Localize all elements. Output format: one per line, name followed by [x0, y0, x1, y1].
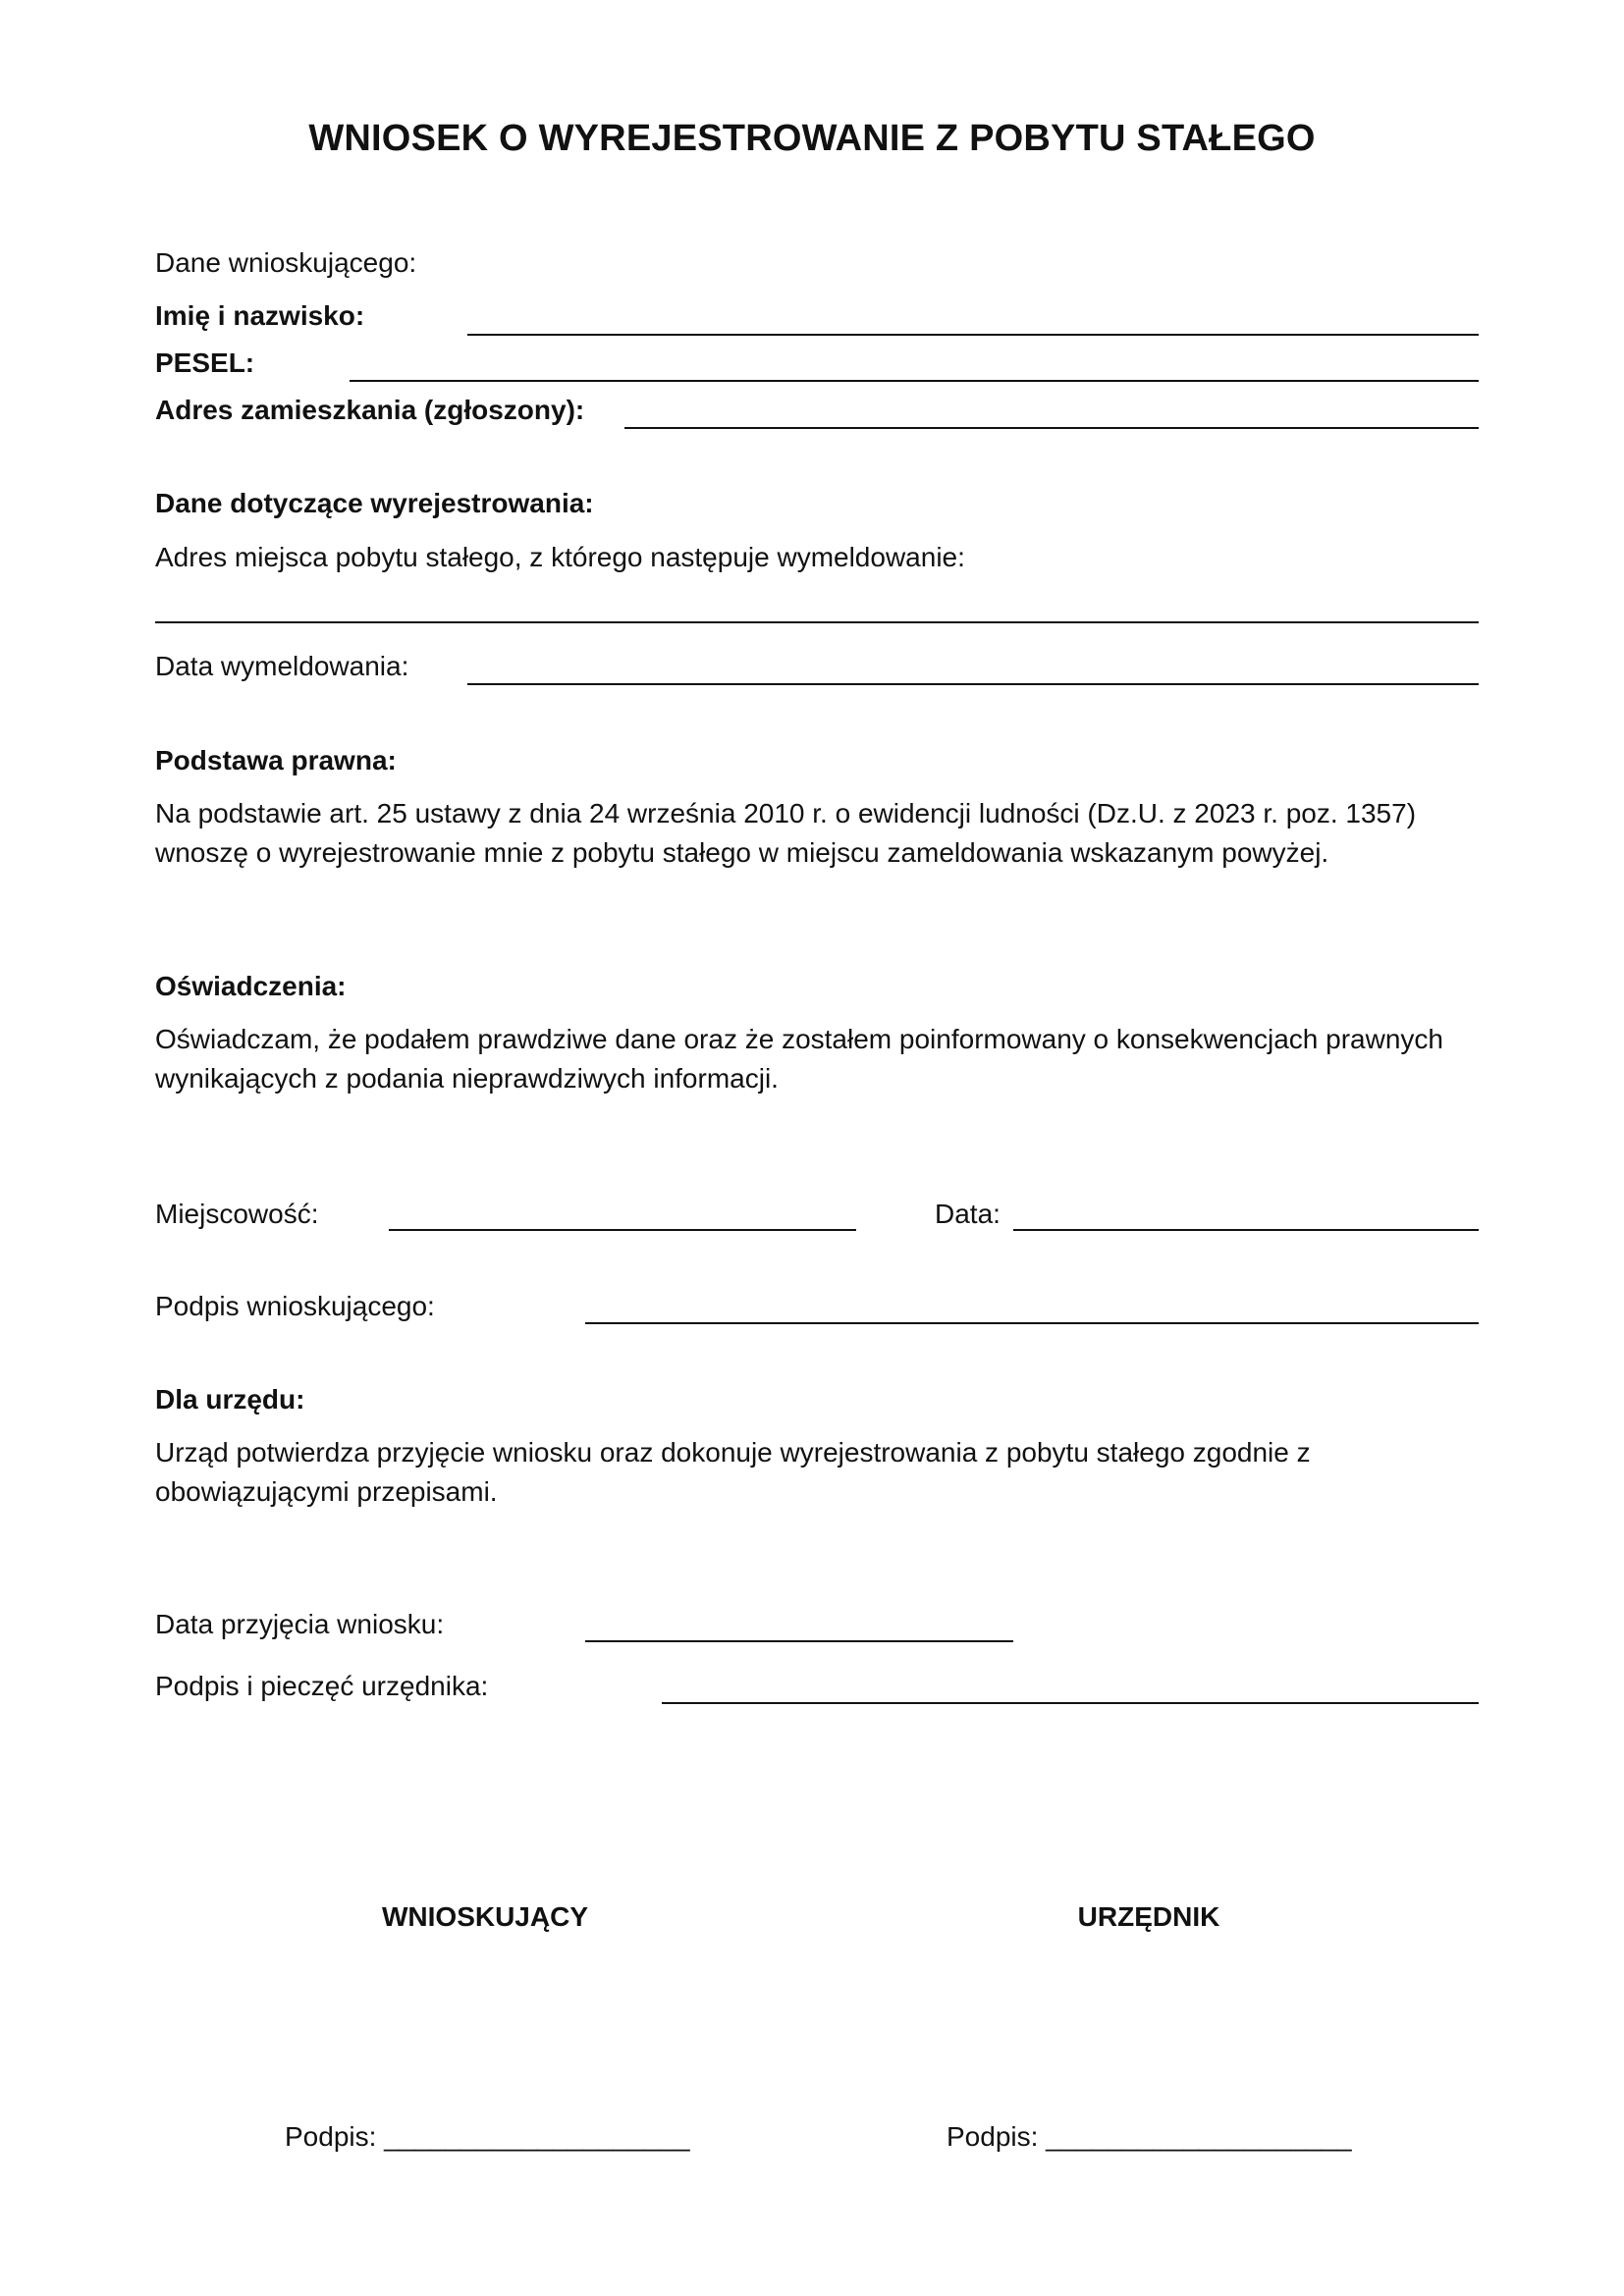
- pesel-field-line[interactable]: [350, 380, 1479, 382]
- place-label: Miejscowość:: [155, 1199, 319, 1229]
- statements-heading: Oświadczenia:: [155, 971, 347, 1001]
- clerk-signature-label: Podpis i pieczęć urzędnika:: [155, 1671, 489, 1701]
- statements-line-2: wynikających z podania nieprawdziwych informacji.: [155, 1063, 779, 1094]
- applicant-heading: Dane wnioskującego:: [155, 247, 417, 278]
- deregistration-heading: Dane dotyczące wyrejestrowania:: [155, 488, 594, 518]
- date-label: Data:: [935, 1199, 1001, 1229]
- applicant-footer-heading: WNIOSKUJĄCY: [381, 1901, 588, 1932]
- clerk-footer-heading: URZĘDNIK: [1077, 1901, 1220, 1932]
- name-label: Imię i nazwisko:: [155, 300, 365, 331]
- office-line-2: obowiązującymi przepisami.: [155, 1476, 498, 1507]
- legal-basis-text: [155, 794, 1481, 873]
- address-label: Adres zamieszkania (zgłoszony):: [155, 395, 585, 425]
- document-title: WNIOSEK O WYREJESTROWANIE Z POBYTU STAŁEGO: [308, 118, 1316, 159]
- office-text: [155, 1433, 1481, 1512]
- pesel-label: PESEL:: [155, 347, 255, 378]
- applicant-signature-label: Podpis wnioskującego:: [155, 1291, 435, 1321]
- deregistration-date-line[interactable]: [467, 683, 1479, 685]
- statements-text: [155, 1020, 1481, 1098]
- legal-basis-line-2: wnoszę o wyrejestrowanie mnie z pobytu stałego w miejscu zameldowania wskazanym powyżej.: [155, 837, 1329, 868]
- deregistration-address-prompt: Adres miejsca pobytu stałego, z którego następuje wymeldowanie:: [155, 542, 965, 572]
- legal-basis-line-1: Na podstawie art. 25 ustawy z dnia 24 września 2010 r. o ewidencji ludności (Dz.U. z 2023 r. poz. 1357): [155, 798, 1417, 828]
- receipt-date-label: Data przyjęcia wniosku:: [155, 1609, 445, 1639]
- place-field-line[interactable]: [389, 1229, 856, 1231]
- office-line-1: Urząd potwierdza przyjęcie wniosku oraz dokonuje wyrejestrowania z pobytu stałego zgodnie z: [155, 1437, 1311, 1468]
- receipt-date-line[interactable]: [585, 1640, 1013, 1642]
- applicant-footer-signature: Podpis: ____________________: [285, 2121, 690, 2152]
- applicant-signature-line[interactable]: [585, 1322, 1479, 1324]
- name-field-line[interactable]: [467, 334, 1479, 336]
- date-field-line[interactable]: [1013, 1229, 1479, 1231]
- address-field-line[interactable]: [624, 427, 1479, 429]
- office-heading: Dla urzędu:: [155, 1384, 305, 1415]
- deregistration-address-line[interactable]: [155, 621, 1479, 623]
- deregistration-date-label: Data wymeldowania:: [155, 651, 409, 681]
- statements-line-1: Oświadczam, że podałem prawdziwe dane oraz że zostałem poinformowany o konsekwencjach prawnych: [155, 1024, 1443, 1054]
- legal-basis-heading: Podstawa prawna:: [155, 745, 397, 775]
- clerk-signature-line[interactable]: [662, 1702, 1479, 1704]
- clerk-footer-signature: Podpis: ____________________: [947, 2121, 1352, 2152]
